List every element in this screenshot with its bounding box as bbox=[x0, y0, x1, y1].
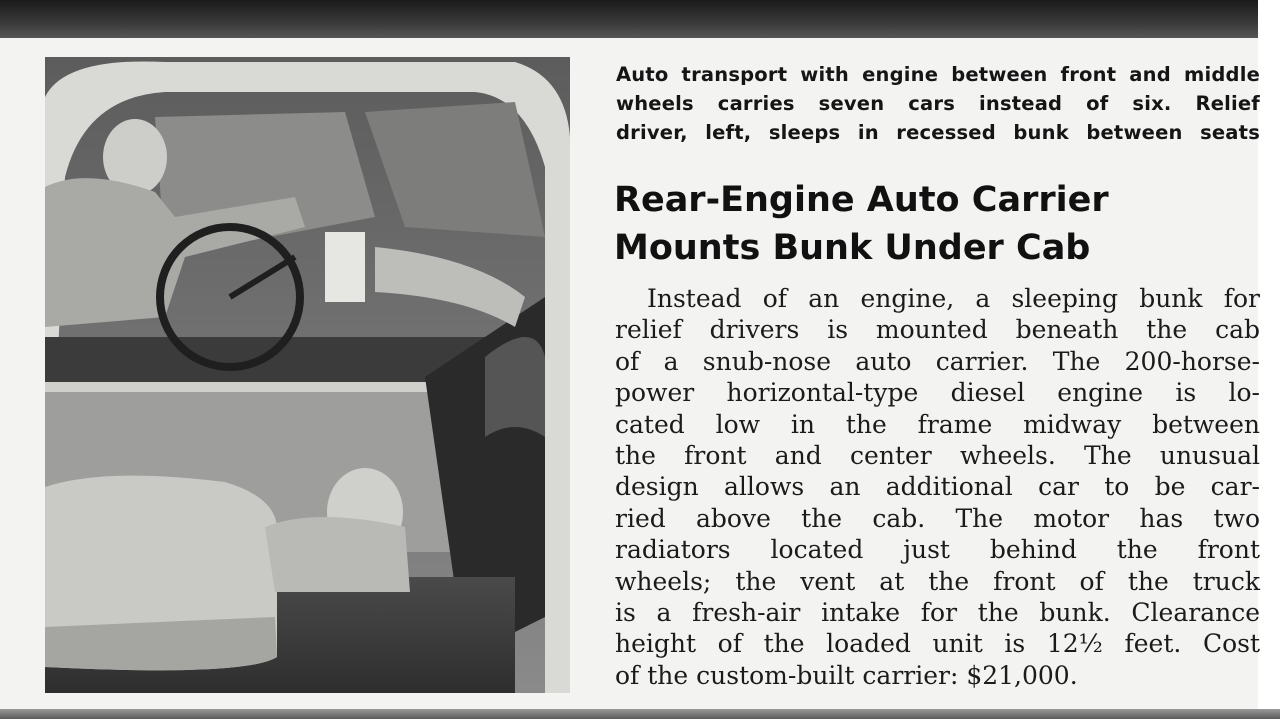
cab-photograph bbox=[45, 57, 570, 693]
article-headline bbox=[614, 176, 1274, 272]
article-line: of the custom-built carrier: $21,000. bbox=[615, 660, 1078, 690]
headline-line: Mounts Bunk Under Cab bbox=[614, 228, 1091, 268]
article-line: of a snub-nose auto carrier. The 200-horse- bbox=[615, 346, 1260, 376]
page-bottom-band bbox=[0, 709, 1280, 719]
headline-line: Rear-Engine Auto Carrier bbox=[614, 180, 1109, 220]
article-line: the front and center wheels. The unusual bbox=[615, 441, 1260, 471]
article-line: height of the loaded unit is 12½ feet. Cost bbox=[615, 629, 1260, 659]
article-line: ried above the cab. The motor has two bbox=[615, 503, 1260, 533]
caption-line: Auto transport with engine between front and middle bbox=[616, 63, 1260, 86]
photo-caption bbox=[616, 60, 1260, 147]
article-line: design allows an additional car to be car- bbox=[615, 472, 1260, 502]
article-body bbox=[615, 283, 1260, 691]
caption-line: driver, left, sleeps in recessed bunk between seats bbox=[616, 121, 1260, 144]
caption-line: wheels carries seven cars instead of six. Relief bbox=[616, 92, 1260, 115]
page-right-edge bbox=[1258, 0, 1280, 719]
article-line: is a fresh-air intake for the bunk. Clearance bbox=[615, 598, 1260, 628]
article-line: relief drivers is mounted beneath the cab bbox=[615, 315, 1260, 345]
article-line: wheels; the vent at the front of the truck bbox=[615, 566, 1260, 596]
article-line: radiators located just behind the front bbox=[615, 535, 1260, 565]
article-line: cated low in the frame midway between bbox=[615, 409, 1260, 439]
page-top-band bbox=[0, 0, 1258, 38]
article-line: power horizontal-type diesel engine is lo- bbox=[615, 378, 1260, 408]
article-line: Instead of an engine, a sleeping bunk for bbox=[647, 284, 1260, 313]
